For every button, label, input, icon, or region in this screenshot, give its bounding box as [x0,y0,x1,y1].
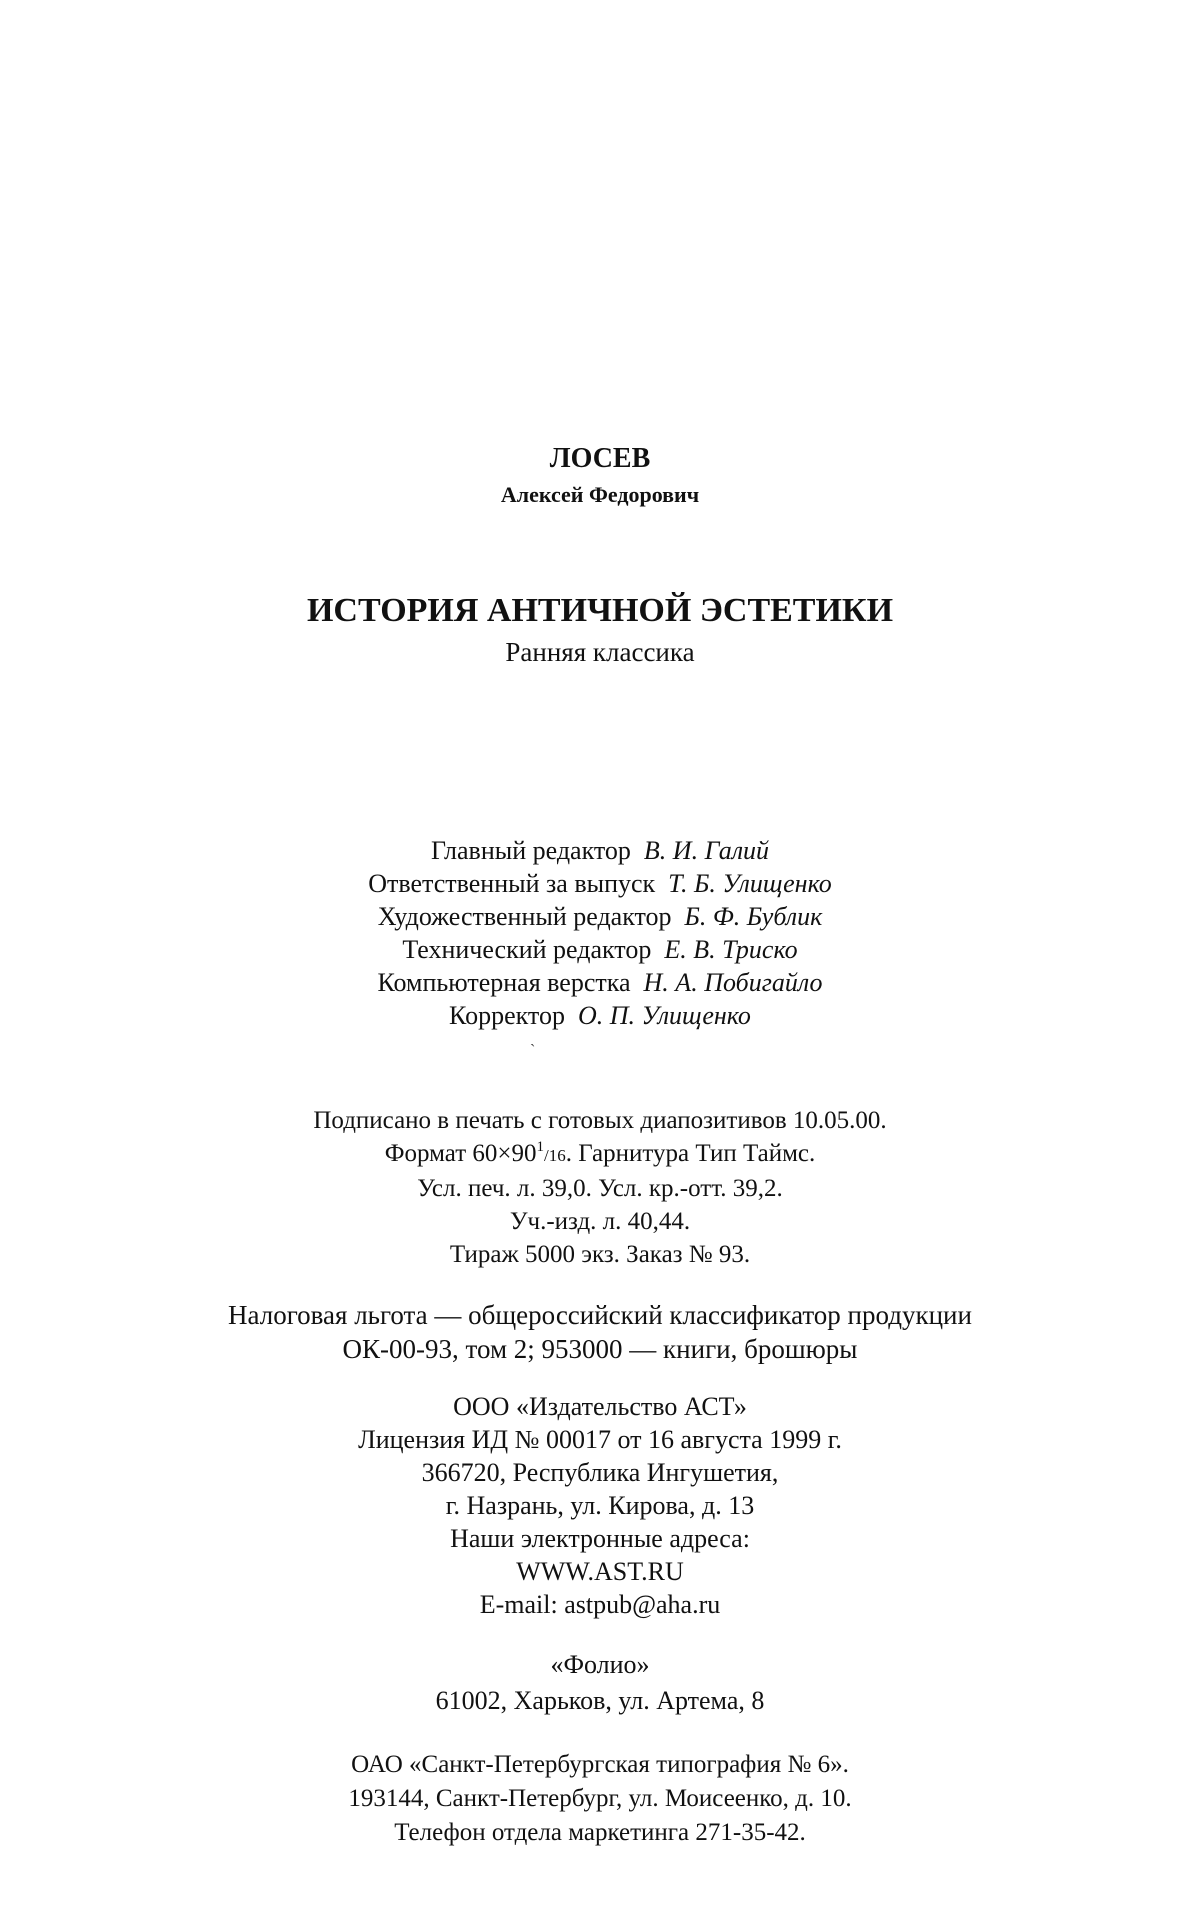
printing-run: Тираж 5000 экз. Заказ № 93. [449,1241,751,1268]
staff-role: Художественный редактор [377,902,672,931]
publisher-line: ООО «Издательство АСТ» [453,1392,747,1421]
staff-name: В. И. Галий [643,836,770,865]
printing-edition-sheets: Уч.-изд. л. 40,44. [509,1208,691,1235]
publisher-line: г. Назрань, ул. Кирова, д. 13 [445,1491,755,1520]
staff-line [0,867,1200,900]
printer-line: Телефон отдела маркетинга 271-35-42. [394,1819,806,1846]
book-title: ИСТОРИЯ АНТИЧНОЙ ЭСТЕТИКИ [306,592,894,629]
staff-name: Б. Ф. Бублик [684,902,823,931]
printer-info [0,1748,1200,1850]
publisher-email: E-mail: astpub@aha.ru [479,1590,721,1619]
staff-credits [0,834,1200,1032]
staff-name: О. П. Улищенко [577,1001,751,1030]
staff-name: Т. Б. Улищенко [668,869,832,898]
printing-sheets: Усл. печ. л. 39,0. Усл. кр.-отт. 39,2. [417,1175,783,1202]
book-subtitle: Ранняя классика [505,637,695,667]
format-prefix: Формат 60×90 [384,1140,537,1167]
folio-line: «Фолио» [550,1650,650,1679]
publisher-line: 366720, Республика Ингушетия, [421,1458,779,1487]
staff-role: Компьютерная верстка [377,968,631,997]
printer-line: 193144, Санкт-Петербург, ул. Моисеенко, д. 10. [348,1785,852,1812]
folio-line: 61002, Харьков, ул. Артема, 8 [435,1686,765,1715]
format-denominator: /16 [543,1146,566,1165]
printing-signed: Подписано в печать с готовых диапозитивов 10.05.00. [313,1107,887,1134]
staff-role: Главный редактор [430,836,631,865]
staff-role: Корректор [449,1001,565,1030]
publisher-website: WWW.AST.RU [516,1557,684,1586]
staff-line [0,900,1200,933]
publisher-line: Лицензия ИД № 00017 от 16 августа 1999 г. [358,1425,842,1454]
folio-info [0,1647,1200,1719]
staff-role: Технический редактор [402,935,652,964]
tax-line: Налоговая льгота — общероссийский классификатор продукции [228,1300,972,1330]
staff-line [0,933,1200,966]
format-suffix: . Гарнитура Тип Таймс. [565,1140,816,1167]
staff-name: Н. А. Побигайло [643,968,823,997]
tax-info [0,1298,1200,1366]
staff-role: Ответственный за выпуск [368,869,656,898]
printer-line: ОАО «Санкт-Петербургская типография № 6». [351,1751,849,1778]
staff-line [0,999,1200,1032]
printing-details [0,1104,1200,1271]
author-last-name: ЛОСЕВ [549,443,651,474]
format-superscript: 1 [536,1139,544,1155]
author-first-names: Алексей Федорович [500,482,700,507]
stray-mark: ` [530,1042,536,1059]
publisher-info [0,1390,1200,1621]
staff-line [0,834,1200,867]
publisher-line: Наши электронные адреса: [450,1524,750,1553]
tax-line: ОК-00-93, том 2; 953000 — книги, брошюры [342,1334,858,1364]
staff-name: Е. В. Триско [664,935,798,964]
printing-format [0,1137,1200,1172]
staff-line [0,966,1200,999]
